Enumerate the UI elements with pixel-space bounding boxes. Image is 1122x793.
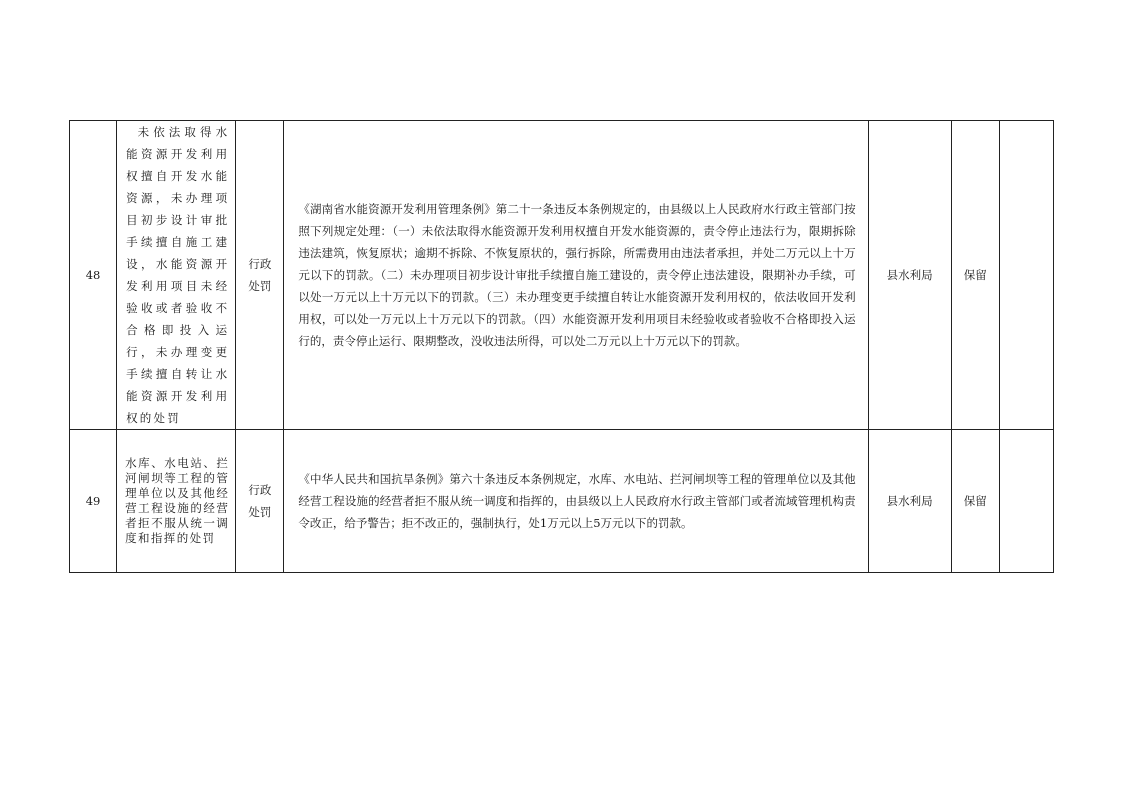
legal-basis-cell: [284, 430, 868, 573]
status: 保留: [951, 121, 999, 430]
legal-basis-cell: [284, 121, 868, 430]
power-type: 行政处罚: [248, 257, 272, 293]
status: 保留: [951, 430, 999, 573]
item-name: 未依法取得水能资源开发利用权擅自开发水能资源，未办理项目初步设计审批手续擅自施工建设，水能资源开发利用项目未经验收或者验收不合格即投入运行，未办理变更手续擅自转让水能资源开发利用权的处罚: [126, 125, 230, 425]
note: [999, 121, 1053, 430]
note: [999, 430, 1053, 573]
item-name-cell: [117, 121, 236, 430]
item-name-cell: [117, 430, 236, 573]
table-row: [70, 430, 1054, 573]
department: 县水利局: [868, 430, 951, 573]
penalty-table: [69, 120, 1054, 573]
department: 县水利局: [868, 121, 951, 430]
row-number: 48: [70, 121, 117, 430]
legal-basis: 《中华人民共和国抗旱条例》第六十条违反本条例规定，水库、水电站、拦河闸坝等工程的管理单位以及其他经营工程设施的经营者拒不服从统一调度和指挥的，由县级以上人民政府水行政主管部门或者流域管理机构责令改正，给予警告；拒不改正的，强制执行，处1万元以上5万元以下的罚款。: [298, 472, 856, 530]
row-number: 49: [70, 430, 117, 573]
power-type-cell: [236, 430, 284, 573]
table-row: [70, 121, 1054, 430]
legal-basis: 《湖南省水能资源开发利用管理条例》第二十一条违反本条例规定的，由县级以上人民政府水行政主管部门按照下列规定处理：（一）未依法取得水能资源开发利用权擅自开发水能资源的，责令停止违法行为，限期拆除违法建筑，恢复原状；逾期不拆除、不恢复原状的，强行拆除，所需费用由违法者承担，并处二万元以上十万元以下的罚款。（二）未办理项目初步设计审批手续擅自施工建设的，责令停止违法建设，限期补办手续，可以处一万元以上十万元以下的罚款。（三）未办理变更手续擅自转让水能资源开发利用权的，依法收回开发利用权，可以处一万元以上十万元以下的罚款。（四）水能资源开发利用项目未经验收或者验收不合格即投入运行的，责令停止运行、限期整改，没收违法所得，可以处二万元以上十万元以下的罚款。: [298, 202, 856, 348]
item-name: 水库、水电站、拦河闸坝等工程的管理单位以及其他经营工程设施的经营者拒不服从统一调度和指挥的处罚: [125, 456, 230, 545]
power-type: 行政处罚: [248, 483, 272, 519]
power-type-cell: [236, 121, 284, 430]
